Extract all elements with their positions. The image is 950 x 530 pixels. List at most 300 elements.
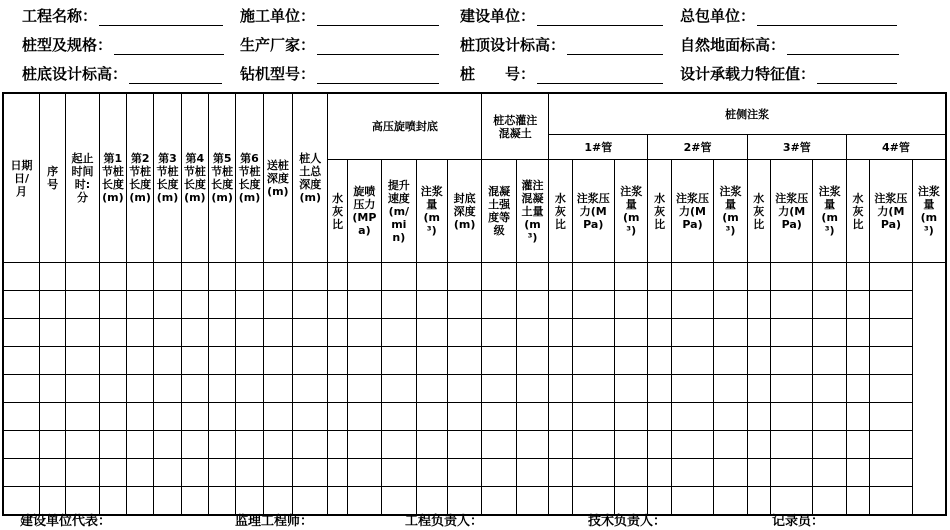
signature-footer: [0, 510, 950, 530]
table-cell[interactable]: [482, 347, 516, 375]
table-cell[interactable]: [747, 347, 770, 375]
table-cell[interactable]: [714, 291, 747, 319]
pipe-header-3: 3#管: [747, 135, 846, 160]
table-cell[interactable]: [66, 431, 99, 459]
table-cell[interactable]: [3, 319, 39, 347]
group-header-seal: 高压旋喷封底: [328, 93, 482, 160]
header-row-2: [0, 33, 950, 57]
table-cell[interactable]: [846, 403, 869, 431]
col-header-seal-water-cement: 水灰比: [328, 160, 347, 263]
table-cell[interactable]: [236, 319, 263, 347]
table-cell[interactable]: [154, 347, 181, 375]
col-header-p1-water-cement: 水灰比: [549, 160, 572, 263]
table-cell[interactable]: [482, 459, 516, 487]
table-cell[interactable]: [416, 459, 447, 487]
table-cell[interactable]: [870, 375, 913, 403]
table-cell[interactable]: [181, 263, 208, 291]
table-cell[interactable]: [263, 459, 292, 487]
table-cell[interactable]: [447, 459, 481, 487]
table-cell[interactable]: [328, 263, 347, 291]
table-cell[interactable]: [747, 319, 770, 347]
table-cell[interactable]: [516, 291, 548, 319]
header-row-top: [3, 93, 946, 135]
table-cell[interactable]: [236, 403, 263, 431]
table-cell[interactable]: [99, 375, 126, 403]
col-header-concrete-grade: 混凝土强度等级: [482, 160, 516, 263]
table-cell[interactable]: [572, 403, 615, 431]
table-cell[interactable]: [209, 263, 236, 291]
table-cell[interactable]: [382, 375, 416, 403]
table-cell[interactable]: [648, 459, 671, 487]
table-cell[interactable]: [236, 263, 263, 291]
table-cell[interactable]: [209, 375, 236, 403]
pile-number-input[interactable]: [537, 67, 663, 84]
table-cell[interactable]: [648, 347, 671, 375]
table-cell[interactable]: [347, 403, 381, 431]
table-cell[interactable]: [447, 319, 481, 347]
ground-elevation-field: 自然地面标高：: [680, 33, 899, 55]
table-cell[interactable]: [293, 291, 328, 319]
table-cell[interactable]: [127, 459, 154, 487]
table-cell[interactable]: [482, 291, 516, 319]
table-cell[interactable]: [482, 403, 516, 431]
table-cell[interactable]: [3, 431, 39, 459]
table-cell[interactable]: [263, 375, 292, 403]
table-cell[interactable]: [66, 403, 99, 431]
table-cell[interactable]: [328, 291, 347, 319]
table-cell[interactable]: [572, 291, 615, 319]
table-cell[interactable]: [648, 291, 671, 319]
col-header-p4-volume: 注浆量(m³): [912, 160, 946, 263]
table-cell[interactable]: [648, 431, 671, 459]
table-cell[interactable]: [66, 459, 99, 487]
table-cell[interactable]: [516, 459, 548, 487]
table-cell[interactable]: [813, 319, 846, 347]
table-cell[interactable]: [572, 263, 615, 291]
table-cell[interactable]: [747, 263, 770, 291]
col-header-date: 日期日/月: [3, 93, 39, 263]
table-cell[interactable]: [416, 291, 447, 319]
table-cell[interactable]: [127, 319, 154, 347]
table-cell[interactable]: [648, 319, 671, 347]
recorder-signature: 记录员：: [772, 514, 825, 529]
table-row: [3, 347, 946, 375]
table-cell[interactable]: [813, 291, 846, 319]
table-cell[interactable]: [870, 459, 913, 487]
table-cell[interactable]: [209, 291, 236, 319]
table-cell[interactable]: [770, 459, 813, 487]
general-contractor-input[interactable]: [757, 9, 897, 26]
table-cell[interactable]: [382, 431, 416, 459]
table-cell[interactable]: [516, 375, 548, 403]
col-header-p2-pressure: 注浆压力(MPa): [671, 160, 714, 263]
table-cell[interactable]: [615, 263, 648, 291]
table-cell[interactable]: [549, 347, 572, 375]
table-cell[interactable]: [572, 375, 615, 403]
table-cell[interactable]: [714, 375, 747, 403]
table-cell[interactable]: [127, 347, 154, 375]
table-cell[interactable]: [236, 431, 263, 459]
table-cell[interactable]: [549, 459, 572, 487]
col-header-seal-pressure: 旋喷压力(MPa): [347, 160, 381, 263]
col-header-p2-volume: 注浆量(m³): [714, 160, 747, 263]
col-header-concrete-volume: 灌注混凝土量(m³): [516, 160, 548, 263]
table-cell[interactable]: [747, 459, 770, 487]
table-cell[interactable]: [671, 431, 714, 459]
table-cell[interactable]: [181, 403, 208, 431]
bearing-capacity-field: 设计承载力特征值：: [680, 62, 897, 84]
table-cell[interactable]: [572, 459, 615, 487]
table-cell[interactable]: [209, 403, 236, 431]
table-cell[interactable]: [648, 403, 671, 431]
table-cell[interactable]: [416, 263, 447, 291]
table-cell[interactable]: [99, 347, 126, 375]
table-cell[interactable]: [770, 431, 813, 459]
table-cell[interactable]: [181, 431, 208, 459]
table-cell[interactable]: [39, 431, 65, 459]
owner-rep-signature: 建设单位代表：: [20, 514, 112, 529]
table-cell[interactable]: [328, 403, 347, 431]
project-name-input[interactable]: [99, 9, 223, 26]
table-cell[interactable]: [382, 459, 416, 487]
table-cell[interactable]: [3, 459, 39, 487]
table-cell[interactable]: [572, 319, 615, 347]
col-header-p2-water-cement: 水灰比: [648, 160, 671, 263]
table-cell[interactable]: [127, 263, 154, 291]
table-cell[interactable]: [236, 291, 263, 319]
table-cell[interactable]: [99, 263, 126, 291]
table-cell[interactable]: [328, 431, 347, 459]
table-row: [3, 459, 946, 487]
table-cell[interactable]: [39, 459, 65, 487]
table-cell[interactable]: [209, 347, 236, 375]
table-cell[interactable]: [382, 263, 416, 291]
table-cell[interactable]: [154, 459, 181, 487]
table-cell[interactable]: [549, 291, 572, 319]
table-cell[interactable]: [770, 263, 813, 291]
table-cell[interactable]: [382, 291, 416, 319]
table-cell[interactable]: [39, 403, 65, 431]
table-cell[interactable]: [482, 431, 516, 459]
table-cell[interactable]: [263, 263, 292, 291]
table-cell[interactable]: [615, 459, 648, 487]
table-cell[interactable]: [3, 291, 39, 319]
table-cell[interactable]: [447, 291, 481, 319]
table-cell[interactable]: [813, 347, 846, 375]
col-header-seg5-length: 第5节桩长度(m): [209, 93, 236, 263]
table-cell[interactable]: [549, 431, 572, 459]
project-manager-signature: 工程负责人：: [405, 514, 484, 529]
table-cell[interactable]: [648, 375, 671, 403]
table-cell[interactable]: [293, 319, 328, 347]
table-cell[interactable]: [482, 375, 516, 403]
table-cell[interactable]: [66, 319, 99, 347]
table-cell[interactable]: [328, 319, 347, 347]
table-cell[interactable]: [347, 375, 381, 403]
table-cell[interactable]: [870, 403, 913, 431]
table-cell[interactable]: [263, 431, 292, 459]
table-cell[interactable]: [770, 347, 813, 375]
col-header-seg4-length: 第4节桩长度(m): [181, 93, 208, 263]
col-header-p3-water-cement: 水灰比: [747, 160, 770, 263]
table-cell[interactable]: [714, 263, 747, 291]
table-cell[interactable]: [846, 263, 869, 291]
table-cell[interactable]: [671, 263, 714, 291]
col-header-p3-pressure: 注浆压力(MPa): [770, 160, 813, 263]
table-cell[interactable]: [416, 347, 447, 375]
pile-bottom-elevation-input[interactable]: [129, 67, 222, 84]
table-cell[interactable]: [382, 347, 416, 375]
table-cell[interactable]: [813, 375, 846, 403]
col-header-seg3-length: 第3节桩长度(m): [154, 93, 181, 263]
table-cell[interactable]: [293, 347, 328, 375]
table-cell[interactable]: [39, 319, 65, 347]
table-cell[interactable]: [263, 319, 292, 347]
table-cell[interactable]: [549, 263, 572, 291]
table-cell[interactable]: [3, 347, 39, 375]
table-cell[interactable]: [39, 291, 65, 319]
table-cell[interactable]: [846, 459, 869, 487]
rig-model-input[interactable]: [317, 67, 439, 84]
col-header-p4-water-cement: 水灰比: [846, 160, 869, 263]
table-cell[interactable]: [846, 319, 869, 347]
table-cell[interactable]: [66, 263, 99, 291]
table-cell[interactable]: [263, 347, 292, 375]
pile-top-elevation-input[interactable]: [567, 38, 663, 55]
table-cell[interactable]: [328, 459, 347, 487]
col-header-p1-pressure: 注浆压力(MPa): [572, 160, 615, 263]
table-cell[interactable]: [846, 375, 869, 403]
table-cell[interactable]: [671, 291, 714, 319]
table-cell[interactable]: [714, 347, 747, 375]
table-cell[interactable]: [39, 375, 65, 403]
bearing-capacity-input[interactable]: [817, 67, 897, 84]
rig-model-field: 钻机型号：: [240, 62, 439, 84]
pipe-header-4: 4#管: [846, 135, 946, 160]
table-cell[interactable]: [236, 375, 263, 403]
group-header-side-grouting: 桩侧注浆: [549, 93, 946, 135]
table-cell[interactable]: [770, 291, 813, 319]
table-cell[interactable]: [181, 347, 208, 375]
table-cell[interactable]: [293, 431, 328, 459]
table-cell[interactable]: [328, 375, 347, 403]
table-cell[interactable]: [846, 431, 869, 459]
table-cell[interactable]: [154, 375, 181, 403]
table-cell[interactable]: [382, 403, 416, 431]
table-cell[interactable]: [648, 263, 671, 291]
table-cell[interactable]: [572, 431, 615, 459]
col-header-seq: 序号: [39, 93, 65, 263]
table-cell[interactable]: [154, 291, 181, 319]
table-cell[interactable]: [447, 431, 481, 459]
table-cell[interactable]: [770, 375, 813, 403]
table-cell[interactable]: [714, 403, 747, 431]
table-cell[interactable]: [293, 459, 328, 487]
table-cell[interactable]: [347, 319, 381, 347]
table-cell[interactable]: [516, 319, 548, 347]
table-cell[interactable]: [347, 431, 381, 459]
table-cell[interactable]: [66, 375, 99, 403]
pile-top-elevation-field: 桩顶设计标高：: [460, 33, 663, 55]
table-cell[interactable]: [482, 319, 516, 347]
pile-type-field: 桩型及规格：: [22, 33, 224, 55]
table-cell[interactable]: [870, 347, 913, 375]
col-header-seg1-length: 第1节桩长度(m): [99, 93, 126, 263]
table-cell[interactable]: [99, 459, 126, 487]
table-cell[interactable]: [181, 291, 208, 319]
table-cell[interactable]: [236, 347, 263, 375]
technical-manager-signature: 技术负责人：: [588, 514, 667, 529]
table-cell[interactable]: [99, 403, 126, 431]
table-cell[interactable]: [416, 431, 447, 459]
col-header-seal-depth: 封底深度(m): [447, 160, 481, 263]
table-cell[interactable]: [209, 459, 236, 487]
table-cell[interactable]: [516, 403, 548, 431]
table-cell[interactable]: [66, 347, 99, 375]
table-cell[interactable]: [3, 263, 39, 291]
table-cell[interactable]: [447, 263, 481, 291]
table-cell[interactable]: [347, 263, 381, 291]
table-cell[interactable]: [99, 431, 126, 459]
owner-unit-field: 建设单位：: [460, 4, 663, 26]
table-cell[interactable]: [770, 403, 813, 431]
table-cell[interactable]: [714, 319, 747, 347]
table-cell[interactable]: [870, 291, 913, 319]
table-cell[interactable]: [549, 319, 572, 347]
table-cell[interactable]: [747, 291, 770, 319]
table-cell[interactable]: [813, 431, 846, 459]
table-cell[interactable]: [447, 347, 481, 375]
table-cell[interactable]: [447, 403, 481, 431]
table-cell[interactable]: [154, 431, 181, 459]
general-contractor-field: 总包单位：: [680, 4, 897, 26]
table-cell[interactable]: [236, 459, 263, 487]
table-cell[interactable]: [870, 319, 913, 347]
table-cell[interactable]: [615, 431, 648, 459]
table-cell[interactable]: [516, 431, 548, 459]
table-cell[interactable]: [127, 403, 154, 431]
table-cell[interactable]: [127, 291, 154, 319]
table-cell[interactable]: [127, 431, 154, 459]
table-row: [3, 319, 946, 347]
table-cell[interactable]: [813, 459, 846, 487]
table-cell[interactable]: [382, 319, 416, 347]
table-cell[interactable]: [671, 319, 714, 347]
pile-construction-record-table: [2, 92, 947, 516]
table-cell[interactable]: [209, 319, 236, 347]
table-cell[interactable]: [572, 347, 615, 375]
table-cell[interactable]: [39, 347, 65, 375]
ground-elevation-input[interactable]: [787, 38, 899, 55]
table-cell[interactable]: [416, 319, 447, 347]
table-cell[interactable]: [181, 375, 208, 403]
pipe-header-2: 2#管: [648, 135, 747, 160]
table-cell[interactable]: [181, 459, 208, 487]
table-cell[interactable]: [671, 403, 714, 431]
table-cell[interactable]: [549, 403, 572, 431]
pile-type-input[interactable]: [114, 38, 224, 55]
header-row-3: [0, 62, 950, 86]
table-cell[interactable]: [99, 291, 126, 319]
table-cell[interactable]: [714, 431, 747, 459]
col-header-p4-pressure: 注浆压力(MPa): [870, 160, 913, 263]
table-cell[interactable]: [154, 403, 181, 431]
table-cell[interactable]: [516, 347, 548, 375]
col-header-time: 起止时间时:分: [66, 93, 99, 263]
col-header-total-depth: 桩人土总深度(m): [293, 93, 328, 263]
table-cell[interactable]: [615, 347, 648, 375]
table-cell[interactable]: [39, 263, 65, 291]
table-cell[interactable]: [416, 375, 447, 403]
table-cell[interactable]: [671, 347, 714, 375]
table-cell[interactable]: [66, 291, 99, 319]
table-cell[interactable]: [615, 291, 648, 319]
owner-unit-input[interactable]: [537, 9, 663, 26]
table-cell[interactable]: [870, 263, 913, 291]
table-cell[interactable]: [813, 263, 846, 291]
table-cell[interactable]: [447, 375, 481, 403]
table-cell[interactable]: [747, 375, 770, 403]
table-cell[interactable]: [3, 403, 39, 431]
table-cell[interactable]: [516, 263, 548, 291]
table-cell[interactable]: [154, 263, 181, 291]
construction-unit-input[interactable]: [317, 9, 439, 26]
table-cell[interactable]: [127, 375, 154, 403]
table-cell[interactable]: [3, 375, 39, 403]
table-cell[interactable]: [416, 403, 447, 431]
table-cell[interactable]: [209, 431, 236, 459]
col-header-driving-depth: 送桩深度(m): [263, 93, 292, 263]
table-cell[interactable]: [846, 347, 869, 375]
table-row: [3, 431, 946, 459]
table-cell[interactable]: [328, 347, 347, 375]
table-cell[interactable]: [347, 459, 381, 487]
table-cell[interactable]: [293, 375, 328, 403]
table-cell[interactable]: [99, 319, 126, 347]
table-cell[interactable]: [770, 319, 813, 347]
construction-unit-field: 施工单位：: [240, 4, 439, 26]
table-cell[interactable]: [549, 375, 572, 403]
table-cell[interactable]: [293, 263, 328, 291]
pile-number-field: 桩 号：: [460, 62, 663, 84]
table-cell[interactable]: [347, 347, 381, 375]
table-row: [3, 263, 946, 291]
table-cell[interactable]: [263, 403, 292, 431]
manufacturer-input[interactable]: [317, 38, 439, 55]
table-cell[interactable]: [181, 319, 208, 347]
table-cell[interactable]: [347, 291, 381, 319]
table-cell[interactable]: [813, 403, 846, 431]
table-cell[interactable]: [615, 319, 648, 347]
table-cell[interactable]: [615, 403, 648, 431]
table-cell[interactable]: [293, 403, 328, 431]
table-cell[interactable]: [615, 375, 648, 403]
table-cell[interactable]: [482, 263, 516, 291]
table-cell[interactable]: [747, 403, 770, 431]
col-header-lift-speed: 提升速度(m/min): [382, 160, 416, 263]
table-cell[interactable]: [671, 375, 714, 403]
table-cell[interactable]: [154, 319, 181, 347]
project-name-field: 工程名称：: [22, 4, 223, 26]
table-cell[interactable]: [846, 291, 869, 319]
table-cell[interactable]: [714, 459, 747, 487]
table-cell[interactable]: [747, 431, 770, 459]
supervisor-signature: 监理工程师：: [235, 514, 314, 529]
table-cell[interactable]: [870, 431, 913, 459]
group-header-core: 桩芯灌注混凝土: [482, 93, 549, 160]
table-cell[interactable]: [671, 459, 714, 487]
table-cell[interactable]: [263, 291, 292, 319]
